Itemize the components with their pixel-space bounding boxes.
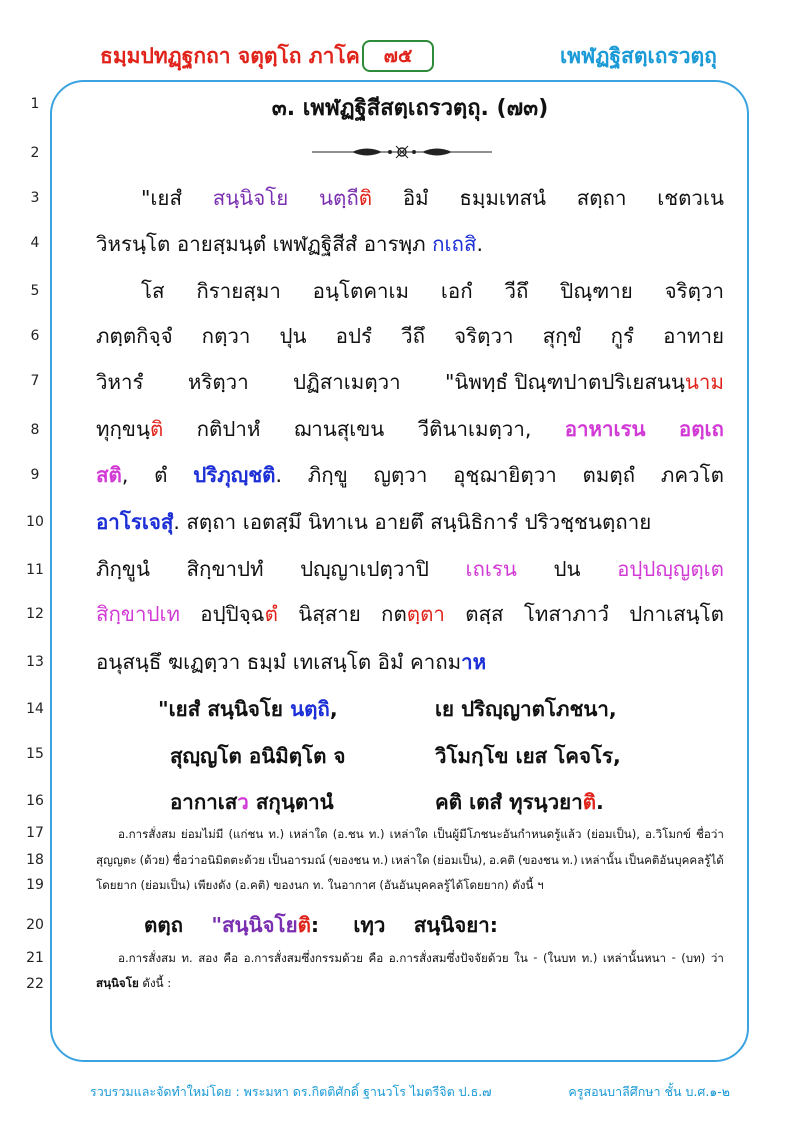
tr-word: เหล่าใด (289, 827, 328, 841)
tr-word: - (533, 950, 538, 964)
tr-word: ท.) (372, 853, 389, 867)
word: อปฺปิจฺฉ (200, 602, 265, 626)
word: สุกฺขํ (542, 324, 582, 348)
word: อุชฺฌายิตฺวา (453, 463, 557, 487)
line-number: 18 (26, 852, 44, 868)
highlight-word: าห (461, 650, 487, 674)
verse-line-3b (435, 786, 604, 819)
tr-word: ท. (181, 951, 193, 965)
body-line-12 (96, 598, 724, 631)
highlight-word: อาโรเจสุํ (96, 510, 174, 534)
highlight-word: นตฺถี (319, 186, 359, 210)
word: ภิกฺขูนํ (96, 557, 150, 581)
word: เทฺว (353, 913, 386, 937)
tr-word: อ.การสั่งสมซึ่งกรรมด้วย (243, 951, 363, 965)
word: ปิณฺฑาย (560, 279, 633, 303)
word: ภิกฺขู (307, 463, 348, 487)
tr-word: อ.คติ (489, 853, 515, 867)
highlight-word: สติ (96, 463, 122, 487)
tr-word: (ย่อมเป็น), (586, 827, 640, 841)
tr-word: เหล่านั้นหนา (602, 951, 667, 965)
word: หริตฺวา (187, 370, 249, 394)
word: วิหารํ (96, 370, 144, 394)
tr-word: เป็นอารมณ์ (268, 853, 326, 867)
body-line-5 (96, 275, 724, 308)
tr-word: เหล่านั้น (580, 853, 622, 867)
verse-line-1b: เย ปริญฺญาตโภชนา, (435, 697, 617, 721)
tr-word: ชื่อว่า (696, 827, 724, 841)
tr-word: อ.การสั่งสม (118, 951, 176, 965)
word: ตมตฺถํ (582, 463, 636, 487)
page-number-badge: ๗๕ (362, 40, 434, 72)
word: "เยสํ (141, 186, 182, 210)
word: จริตฺวา (454, 324, 514, 348)
tr-word: ท.) (268, 827, 285, 841)
line-number: 4 (30, 235, 40, 251)
word: โส (141, 279, 165, 303)
highlight-word: นตฺถิ (290, 697, 330, 721)
line-number: 13 (26, 654, 44, 670)
word: วีถึ (504, 279, 529, 303)
line-number: 19 (26, 877, 44, 893)
word: ตสฺส (465, 602, 504, 626)
tr-word: อ.วิโมกข์ (645, 827, 691, 841)
punct: : (310, 913, 320, 937)
tr-word: (อ.ชน (332, 827, 364, 841)
line-number: 7 (30, 373, 40, 389)
body-line-20 (96, 909, 724, 942)
tr-word: ท.) (581, 951, 598, 965)
text: คติ เตสํ ทุรนฺวยา (435, 790, 583, 814)
tr-word: - (671, 950, 676, 964)
red-word: ติ (149, 417, 164, 441)
word: กตฺวา (201, 324, 251, 348)
line-number: 17 (26, 825, 44, 841)
word: ญตฺวา (373, 463, 428, 487)
tr-word: ใน (514, 951, 528, 965)
line-number: 14 (26, 701, 44, 717)
body-line-7 (96, 366, 724, 399)
tr-word: ชื่อว่าอนิมิตตะด้วย (172, 853, 266, 867)
word: สิกฺขาปทํ (186, 557, 264, 581)
verse-line-2a: สุญฺญโต อนิมิตฺโต จ (170, 744, 346, 768)
footer-teacher: ครูสอนบาลีศึกษา ชั้น บ.ศ.๑-๒ (568, 1084, 730, 1099)
ornament-divider-icon (312, 144, 492, 160)
tr-word: ท.) (561, 853, 578, 867)
highlight-word: อปฺปญฺญตฺเต (617, 557, 724, 581)
highlight-word: อาหาเรน (564, 417, 646, 441)
highlight-word: ปริภุญฺชติ (193, 463, 276, 487)
text: สกุนฺตานํ (255, 790, 334, 814)
word: อิมํ (402, 186, 429, 210)
line-number: 6 (30, 328, 40, 344)
tr-word: (ด้วย) (139, 853, 170, 867)
word: ปญฺญาเปตฺวาปิ (300, 557, 429, 581)
word: กติปาหํ (196, 417, 261, 441)
punct: , (329, 697, 338, 721)
tr-word: คือ (223, 951, 239, 965)
red-word: ตฺตา (406, 602, 445, 626)
word-group (96, 413, 163, 446)
text: "เยสํ สนฺนิจโย (158, 697, 283, 721)
highlight-word: กเถสิ (432, 232, 477, 256)
red-word: ติ (297, 913, 311, 937)
word-group (193, 459, 282, 492)
line-number: 20 (26, 917, 44, 933)
word: โทสาภาวํ (523, 602, 609, 626)
word-group (319, 182, 372, 215)
punct: . (275, 463, 283, 487)
word-group (96, 459, 128, 492)
highlight-word: สิกฺขาปเท (96, 602, 180, 626)
header-right-title: เพฬฏฐิสตฺเถรวตฺถุ (560, 44, 717, 68)
body-line-3 (96, 182, 724, 215)
tr-word: (ของชน (517, 853, 559, 867)
body-line-4 (96, 228, 724, 261)
line-number: 9 (30, 467, 40, 483)
body-line-8 (96, 413, 724, 446)
word: ปน (553, 557, 581, 581)
tr-word: (ในบท (542, 951, 577, 965)
red-word: นาม (684, 370, 724, 394)
word: ฌานสุเขน (293, 417, 385, 441)
translation-line-17 (118, 826, 724, 844)
line-number: 5 (30, 283, 40, 299)
highlight-word: เถเรน (465, 557, 517, 581)
body-line-6 (96, 320, 724, 353)
highlight-word: สนฺนิจโย (212, 186, 289, 210)
line-number: 12 (26, 606, 44, 622)
tr-word: (แก่ชน (228, 827, 264, 841)
tr-word: เหล่าใด (391, 853, 430, 867)
red-word: ตํ (264, 602, 278, 626)
word: ภควโต (660, 463, 724, 487)
line-number: 2 (30, 145, 40, 161)
story-title: ๓. เพฬฏฐิสีสตฺเถรวตฺถุ. (๗๓) (271, 96, 549, 121)
word: เชตวเน (657, 186, 724, 210)
text: อนุสนฺธึ ฆเฏตฺวา ธมฺมํ เทเสนฺโต อิมํ คาถม (96, 650, 462, 674)
word-group (211, 913, 319, 937)
highlight-word: อตฺเถ (678, 417, 724, 441)
tr-word: เหล่าใด (389, 827, 429, 841)
word: สนฺนิจยา: (413, 913, 498, 937)
tr-word: ย่อมไม่มี (180, 827, 224, 841)
word: วีถึ (401, 324, 426, 348)
body-line-13 (96, 646, 724, 679)
text: วิหรนฺโต อายสฺมนฺตํ เพฬฏฐิสีสํ อารพฺภ (96, 232, 426, 256)
tr-word: เป็นผู้มีโภชนะอันกำหนดรู้แล้ว (433, 827, 582, 841)
word: กต (381, 602, 407, 626)
translation-line-21 (118, 950, 724, 968)
tr-word: สอง (198, 951, 218, 965)
word: วีตินาเมตฺวา, (417, 417, 532, 441)
verse-line-2b: วิโมกฺโข เยส โคจโร, (435, 744, 621, 768)
tr-word: (ของชน (328, 853, 370, 867)
body-line-10 (96, 506, 724, 539)
header-left-title: ธมฺมปทฏฺฐกถา จตุตฺโถ ภาโค (100, 44, 360, 68)
red-word: ติ (358, 186, 373, 210)
word: ธมฺมเทสนํ (459, 186, 546, 210)
translation-line-22 (96, 975, 702, 993)
line-number: 21 (26, 950, 44, 966)
word: สตฺถา (576, 186, 627, 210)
verse-line-1a (158, 693, 338, 726)
punct: . (476, 232, 484, 256)
word: "นิพทฺธํ ปิณฺฑปาตปริเยสนนฺ (444, 370, 685, 394)
word: นิสฺสาย (298, 602, 361, 626)
translation-line-18 (96, 852, 724, 870)
word: กิรายสฺมา (196, 279, 281, 303)
word: ตํ (154, 463, 168, 487)
line-number: 15 (26, 746, 44, 762)
text: . สตฺถา เอตสฺมึ นิทาเน อายตึ สนฺนิธิการํ ปริวชฺชนตฺถาย (173, 510, 652, 534)
line-number: 10 (26, 514, 44, 530)
word: ภตฺตกิจฺจํ (96, 324, 173, 348)
tr-word: อ.การสั่งสมซึ่งปัจจัยด้วย (388, 951, 509, 965)
red-word: ติ (582, 790, 597, 814)
line-number: 16 (26, 793, 44, 809)
word: ตตฺถ (144, 913, 184, 937)
word-group (381, 598, 445, 631)
bold-term: สนฺนิจโย (96, 976, 139, 990)
word: ปฏิสาเมตฺวา (293, 370, 401, 394)
translation-line-19: โดยยาก (ย่อมเป็น) เพียงดัง (อ.คติ) ของนก ท. ในอากาศ (อันอันบุคคลรู้ได้โดยยาก) ดังนี้ ฯ (96, 878, 544, 892)
line-number: 1 (30, 96, 40, 112)
word: จริตฺวา (664, 279, 724, 303)
word: อาทาย (663, 324, 724, 348)
line-number: 8 (30, 422, 40, 438)
word-group (200, 598, 278, 631)
body-line-9 (96, 459, 724, 492)
highlight-word: "สนฺนิจโย (211, 913, 298, 937)
body-line-11 (96, 553, 724, 586)
verse-line-3a (170, 786, 334, 819)
word: ทุกฺขนฺ (96, 417, 150, 441)
tr-word: สุญญตะ (96, 853, 137, 867)
line-number: 11 (26, 562, 44, 578)
word: กูรํ (610, 324, 635, 348)
footer (90, 1082, 730, 1102)
word: ปุน (279, 324, 307, 348)
word-group (445, 366, 724, 399)
word: อปรํ (335, 324, 372, 348)
punct: , (121, 463, 129, 487)
footer-compiler: รวบรวมและจัดทำใหม่โดย : พระมหา ดร.กิตติศักดิ์ ฐานวโร ไมตรีจิต ป.ธ.๗ (90, 1084, 492, 1099)
tr-word: ว่า (710, 951, 724, 965)
line-number: 22 (26, 976, 44, 992)
tr-word: อ.การสั่งสม (118, 827, 176, 841)
tr-word: ท.) (368, 827, 385, 841)
word: ปกาเสนฺโต (629, 602, 724, 626)
word: อนฺโตคาเม (312, 279, 410, 303)
tr-word: (ย่อมเป็น), (432, 853, 487, 867)
highlight-word: ว (237, 790, 249, 814)
text: อากาเส (170, 790, 238, 814)
tr-word: (บท) (681, 951, 706, 965)
text: ดังนี้ : (138, 976, 172, 990)
tr-word: คือ (368, 951, 384, 965)
line-number: 3 (30, 190, 40, 206)
word: เอกํ (440, 279, 473, 303)
tr-word: เป็นคติอันบุคคลรู้ได้ (624, 853, 724, 867)
punct: . (596, 790, 604, 814)
